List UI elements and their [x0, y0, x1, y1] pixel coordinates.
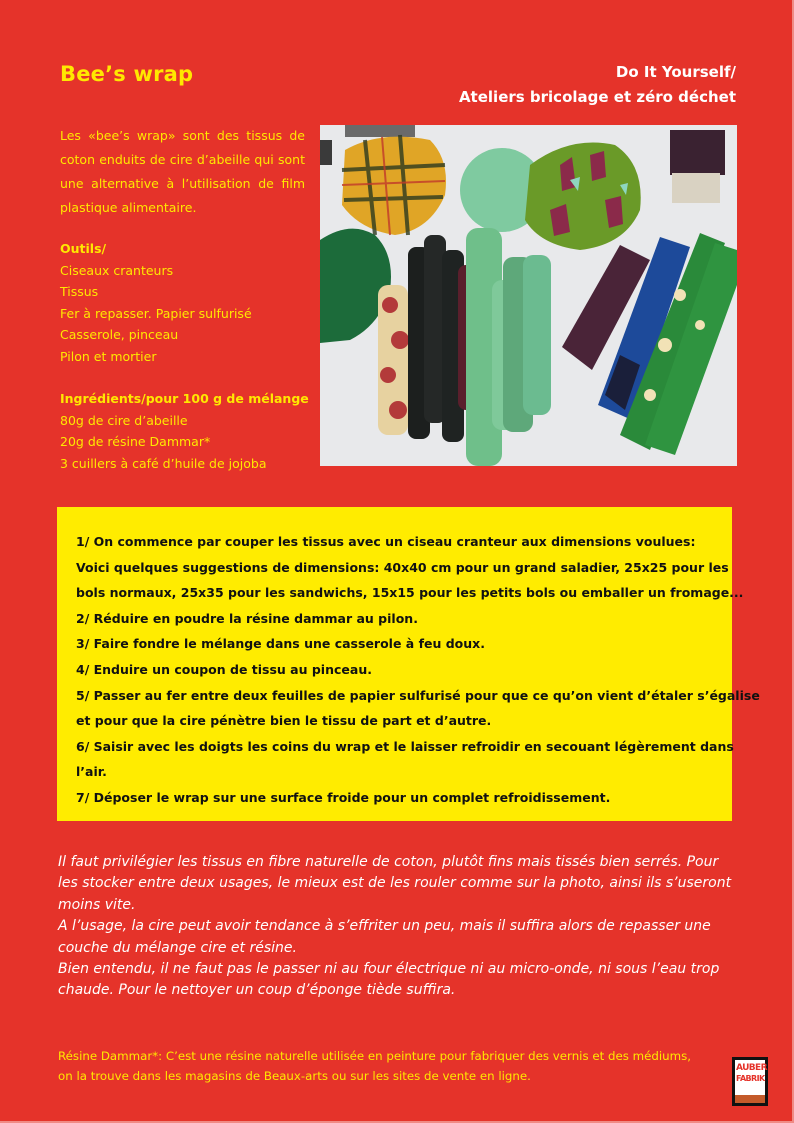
note-paragraph: Il faut privilégier les tissus en fibre naturelle de coton, plutôt fins mais tissés bien serrés. Pour les stocker entre deux usages, le mieux est de les rouler comme sur la photo, ainsi ils s’useront moins vite. — [58, 854, 732, 913]
logo-inner — [735, 1060, 765, 1103]
tools-item: Fer à repasser. Papier sulfurisé — [60, 305, 252, 321]
ingredients-heading: Ingrédients/pour 100 g de mélange — [60, 391, 309, 406]
instruction-line: l’air. — [76, 764, 107, 780]
tools-item: Pilon et mortier — [60, 348, 157, 364]
page-title: Bee’s wrap — [60, 62, 194, 86]
materials-lists — [60, 238, 315, 474]
instruction-line: 1/ On commence par couper les tissus avec un ciseau cranteur aux dimensions voulues: — [76, 534, 696, 549]
note-paragraph: A l’usage, la cire peut avoir tendance à s’effriter un peu, mais il suffira alors de repasser une couche du mélange cire et résine. — [58, 918, 711, 956]
ingredients-item: 3 cuillers à café d’huile de jojoba — [60, 455, 267, 471]
header-category — [459, 60, 736, 110]
intro-paragraph — [60, 124, 305, 220]
footnote-line: on la trouve dans les magasins de Beaux-arts ou sur les sites de vente en ligne. — [58, 1069, 531, 1083]
intro-text: Les «bee’s wrap» sont des tissus de coton enduits de cire d’abeille qui sont une alternative à l’utilisation de film plastique alimentaire. — [60, 128, 305, 215]
instruction-line: Voici quelques suggestions de dimensions: 40x40 cm pour un grand saladier, 25x25 pour les — [76, 559, 729, 575]
ingredients-item: 80g de cire d’abeille — [60, 412, 188, 428]
instruction-line: et pour que la cire pénètre bien le tissu de part et d’autre. — [76, 713, 492, 729]
list-spacer — [60, 367, 315, 388]
instructions-box — [57, 507, 760, 821]
footnote-line: Résine Dammar*: C’est une résine naturelle utilisée en peinture pour fabriquer des vernis et des médiums, — [58, 1049, 691, 1063]
tools-item: Tissus — [60, 284, 99, 299]
instruction-line: 4/ Enduire un coupon de tissu au pinceau. — [76, 661, 372, 677]
usage-notes — [58, 852, 738, 1002]
tools-item: Ciseaux cranteurs — [60, 262, 174, 278]
tools-item: Casserole, pinceau — [60, 327, 179, 342]
instruction-line: 7/ Déposer le wrap sur une surface froide pour un complet refroidissement. — [76, 789, 611, 805]
footnote — [58, 1046, 733, 1086]
note-paragraph: Bien entendu, il ne faut pas le passer ni au four électrique ni au micro-onde, ni sous l’eau trop chaude. Pour le nettoyer un coup d’éponge tiède suffira. — [58, 961, 720, 999]
instruction-line: 5/ Passer au fer entre deux feuilles de papier sulfurisé pour que ce qu’on vient d’étaler s’égalise — [76, 687, 760, 703]
instruction-line: bols normaux, 25x35 pour les sandwichs, 15x15 pour les petits bols ou emballer un fromage... — [76, 585, 744, 601]
ingredients-item: 20g de résine Dammar* — [60, 434, 211, 449]
instruction-line: 3/ Faire fondre le mélange dans une casserole à feu doux. — [76, 636, 485, 652]
tools-heading: Outils/ — [60, 241, 107, 256]
logo-band — [735, 1095, 765, 1103]
beeswax-wraps-photo — [320, 125, 737, 466]
header-category-line2: Ateliers bricolage et zéro déchet — [458, 88, 736, 106]
logo-text-line2: FABRIK — [736, 1074, 765, 1083]
instruction-line: 6/ Saisir avec les doigts les coins du wrap et le laisser refroidir en secouant légèrement dans — [76, 738, 734, 754]
auberfabrik-logo — [732, 1057, 768, 1106]
logo-text-line1: AUBER — [736, 1063, 767, 1073]
instruction-line: 2/ Réduire en poudre la résine dammar au pilon. — [76, 610, 418, 626]
header-category-line1: Do It Yourself/ — [615, 63, 736, 81]
